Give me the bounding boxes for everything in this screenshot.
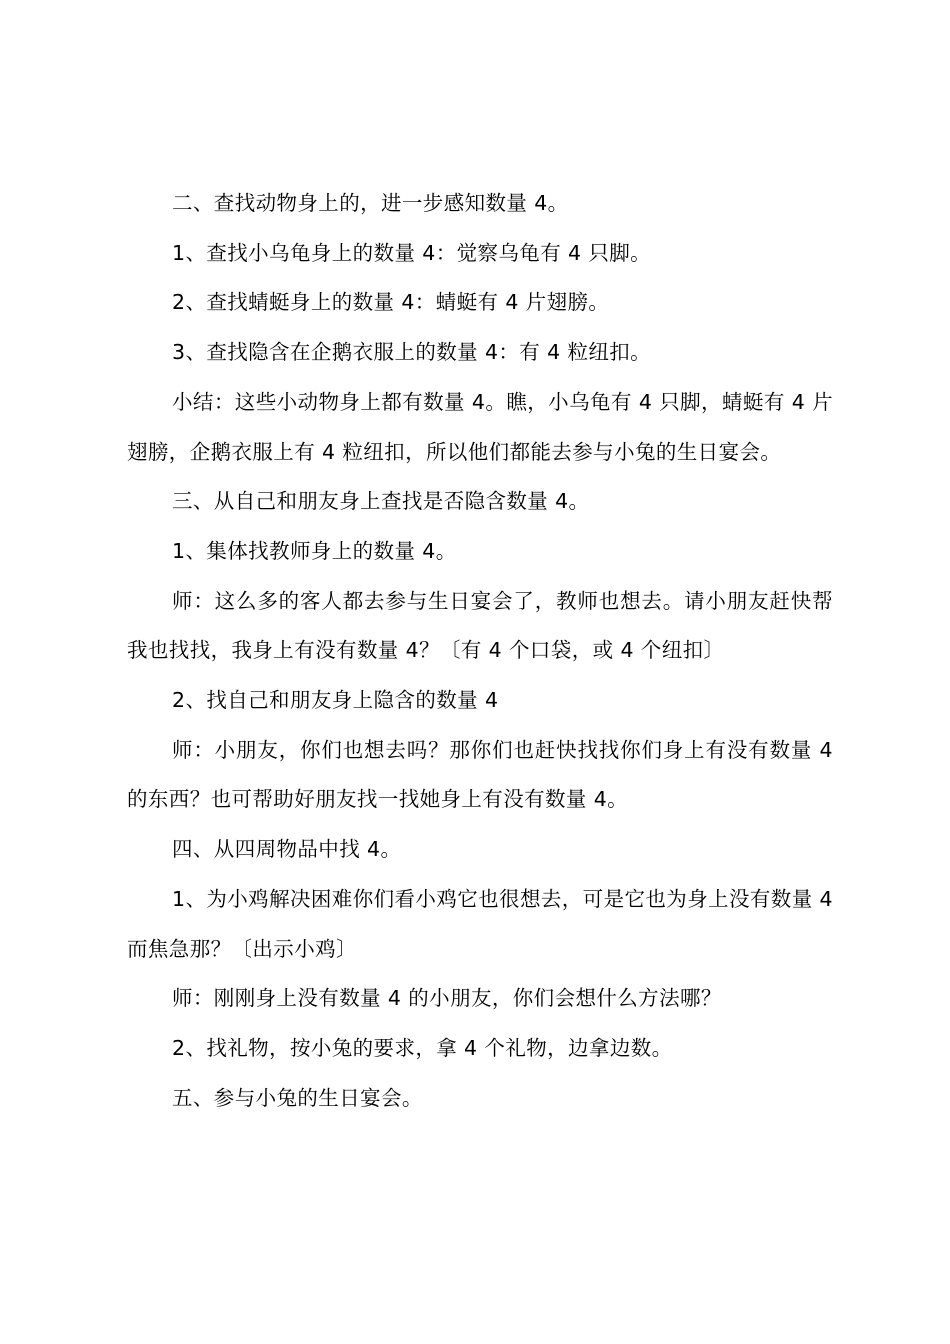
teacher-dialogue-paragraph: 师：这么多的客人都去参与生日宴会了，教师也想去。请小朋友赶快帮我也找找，我身上有没有数量 4？〔有 4 个口袋，或 4 个纽扣〕 bbox=[127, 588, 833, 663]
section-heading-4: 四、从四周物品中找 4。 bbox=[172, 837, 402, 862]
list-item: 1、为小鸡解决困难你们看小鸡它也很想去，可是它也为身上没有数量 4 而焦急那？〔出示小鸡〕 bbox=[127, 886, 833, 961]
section-heading-5: 五、参与小兔的生日宴会。 bbox=[172, 1085, 423, 1110]
teacher-dialogue-paragraph: 师：刚刚身上没有数量 4 的小朋友，你们会想什么方法哪？ bbox=[172, 986, 722, 1011]
section-heading-3: 三、从自己和朋友身上查找是否隐含数量 4。 bbox=[172, 489, 590, 514]
list-item: 2、找自己和朋友身上隐含的数量 4 bbox=[172, 688, 499, 713]
summary-paragraph: 小结：这些小动物身上都有数量 4。瞧，小乌龟有 4 只脚，蜻蜓有 4 片翅膀，企鹅衣服上有 4 粒纽扣，所以他们都能去参与小兔的生日宴会。 bbox=[127, 389, 833, 464]
section-heading-2: 二、查找动物身上的，进一步感知数量 4。 bbox=[172, 191, 569, 215]
document-body bbox=[127, 179, 833, 1123]
teacher-dialogue-paragraph: 师：小朋友，你们也想去吗？那你们也赶快找找你们身上有没有数量 4 的东西？也可帮助好朋友找一找她身上有没有数量 4。 bbox=[127, 737, 833, 812]
list-item: 2、找礼物，按小兔的要求，拿 4 个礼物，边拿边数。 bbox=[172, 1035, 673, 1060]
list-item: 1、集体找教师身上的数量 4。 bbox=[172, 538, 457, 563]
list-item: 3、查找隐含在企鹅衣服上的数量 4：有 4 粒纽扣。 bbox=[172, 340, 652, 365]
list-item: 1、查找小乌龟身上的数量 4：觉察乌龟有 4 只脚。 bbox=[172, 240, 652, 265]
list-item: 2、查找蜻蜓身上的数量 4：蜻蜓有 4 片翅膀。 bbox=[172, 290, 610, 315]
